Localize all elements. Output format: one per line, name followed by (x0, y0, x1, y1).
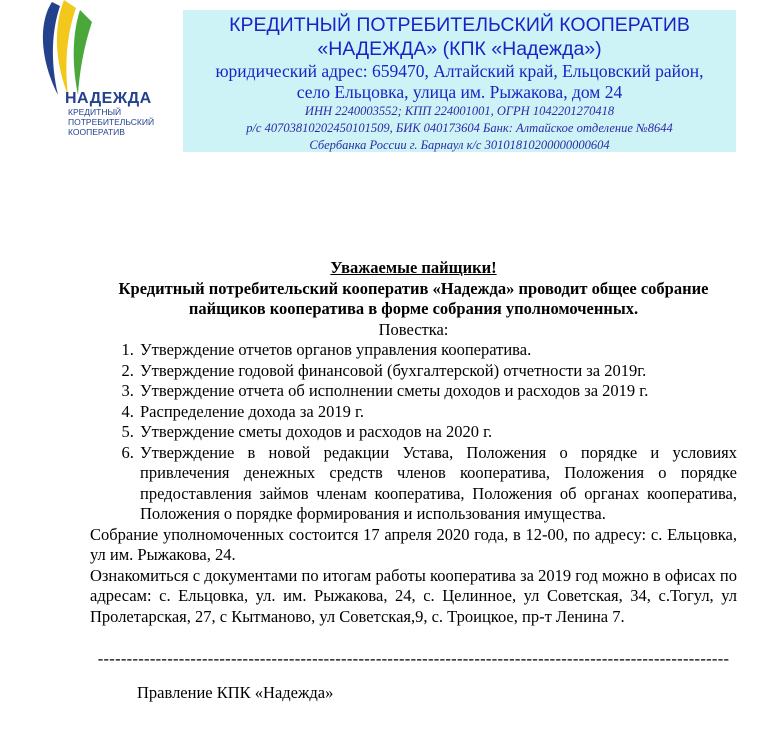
agenda-item: 1. Утверждение отчетов органов управления кооператива. (138, 340, 737, 361)
notice-body (90, 258, 737, 670)
logo-name: НАДЕЖДА (65, 90, 152, 107)
org-name: КРЕДИТНЫЙ ПОТРЕБИТЕЛЬСКИЙ КООПЕРАТИВ (229, 14, 690, 36)
tax-ids: ИНН 2240003552; КПП 224001001, ОГРН 1042201270418 (304, 104, 615, 118)
signature: Правление КПК «Надежда» (137, 683, 334, 702)
agenda-item: 5. Утверждение сметы доходов и расходов на 2020 г. (138, 422, 737, 443)
intro-line-2: пайщиков кооператива в форме собрания уполномоченных. (188, 299, 639, 318)
agenda-title: Повестка: (378, 319, 449, 339)
agenda-item: 4. Распределение дохода за 2019 г. (138, 402, 737, 423)
intro-line-1: Кредитный потребительский кооператив «Надежда» проводит общее собрание (118, 278, 709, 298)
agenda-item: 3. Утверждение отчета об исполнении сметы доходов и расходов за 2019 г. (138, 381, 737, 402)
bank-details-2: Сбербанка России г. Барнаул к/с 30101810200000000604 (309, 138, 610, 152)
legal-address: юридический адрес: 659470, Алтайский край, Ельцовский район, (215, 61, 704, 81)
documents-info: Ознакомиться с документами по итогам работы кооператива за 2019 год можно в офисах по адресам: с. Ельцовка, ул. им. Рыжакова, 24, с. Целинное, ул Советская, 34, с.Тогул, ул Пролетарская, 27, с Кытманово, ул Советская,9, с. Троицкое, пр-т Ленина 7. (90, 565, 737, 626)
agenda-item: 6. Утверждение в новой редакции Устава, Положения о порядке и условиях привлечения денежных средств членов кооператива, Положения о порядке предоставления займов членам кооператива, Положения об органах кооператива, Положения о порядке формирования и использования имущества. (138, 443, 737, 525)
letterhead (183, 10, 736, 152)
agenda-item: 2. Утверждение годовой финансовой (бухгалтерской) отчетности за 2019г. (138, 361, 737, 382)
meeting-info: Собрание уполномоченных состоится 17 апреля 2020 года, в 12-00, по адресу: с. Ельцовка, ул им. Рыжакова, 24. (90, 524, 737, 564)
logo (18, 0, 178, 150)
bank-details: р/с 40703810202450101509, БИК 040173604 Банк: Алтайское отделение №8644 (246, 121, 673, 135)
logo-subtitle: КРЕДИТНЫЙ ПОТРЕБИТЕЛЬСКИЙ КООПЕРАТИВ (68, 107, 155, 137)
legal-address-street: село Ельцовка, улица им. Рыжакова, дом 24 (296, 82, 623, 102)
greeting: Уважаемые пайщики! (330, 258, 497, 277)
agenda-list (90, 340, 737, 525)
separator: ------------------------------------------------------------------------------------------------------------- (97, 649, 730, 668)
org-short-name: «НАДЕЖДА» (КПК «Надежда») (317, 38, 602, 60)
logo-leaves-icon (30, 0, 100, 100)
